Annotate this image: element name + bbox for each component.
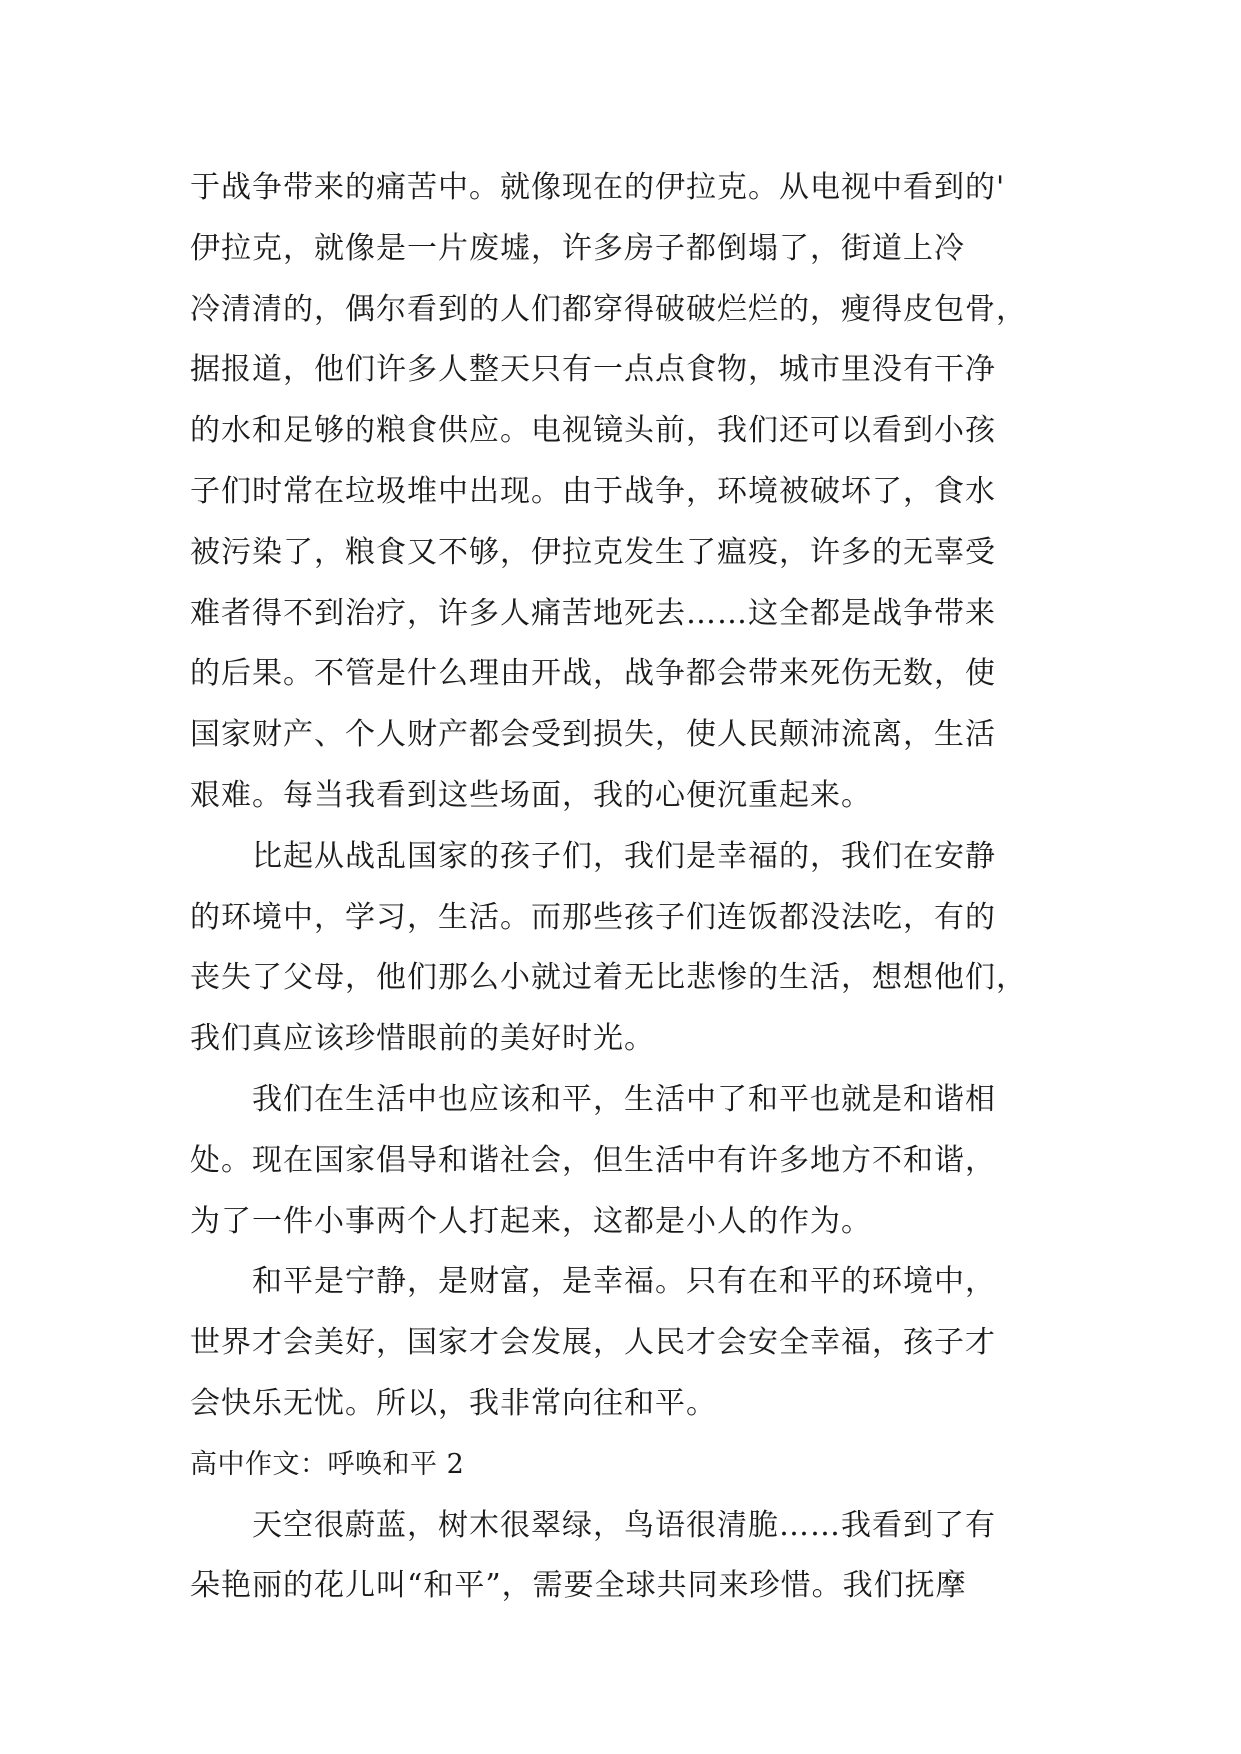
text-line: 冷清清的，偶尔看到的人们都穿得破破烂烂的，瘦得皮包骨， [190, 291, 1027, 327]
text-line: 伊拉克，就像是一片废墟，许多房子都倒塌了，街道上冷 [190, 230, 965, 266]
text-line: 被污染了，粮食又不够，伊拉克发生了瘟疫，许多的无辜受 [190, 534, 996, 570]
text-line: 的后果。不管是什么理由开战，战争都会带来死伤无数，使 [190, 656, 996, 692]
text-line: 天空很蔚蓝，树木很翠绿，鸟语很清脆……我看到了有 [190, 1507, 996, 1543]
text-line: 我们在生活中也应该和平，生活中了和平也就是和谐相 [190, 1081, 996, 1117]
paragraph-we-are-happy [190, 827, 1060, 1070]
text-line: 子们时常在垃圾堆中出现。由于战争，环境被破坏了，食水 [190, 473, 996, 509]
text-line: 艰难。每当我看到这些场面，我的心便沉重起来。 [190, 777, 872, 813]
text-line: 于战争带来的痛苦中。就像现在的伊拉克。从电视中看到的' [190, 170, 1006, 205]
text-line: 国家财产、个人财产都会受到损失，使人民颠沛流离，生活 [190, 717, 996, 753]
text-line: 处。现在国家倡导和谐社会，但生活中有许多地方不和谐， [190, 1142, 996, 1178]
text-line: 和平是宁静，是财富，是幸福。只有在和平的环境中， [190, 1264, 996, 1300]
text-line: 据报道，他们许多人整天只有一点点食物，城市里没有干净 [190, 352, 996, 388]
paragraph-war-consequences [190, 158, 1060, 827]
text-line: 会快乐无忧。所以，我非常向往和平。 [190, 1385, 717, 1421]
paragraph-peace-is-tranquility [190, 1252, 1060, 1434]
text-line: 难者得不到治疗，许多人痛苦地死去……这全都是战争带来 [190, 595, 996, 631]
section-heading [190, 1435, 1060, 1496]
text-line: 为了一件小事两个人打起来，这都是小人的作为。 [190, 1203, 872, 1239]
paragraph-harmony-in-life [190, 1070, 1060, 1252]
essay-title: 高中作文：呼唤和平 2 [190, 1448, 465, 1480]
document-body [190, 158, 1060, 1617]
text-line: 丧失了父母，他们那么小就过着无比悲惨的生活，想想他们， [190, 960, 1027, 996]
text-line: 我们真应该珍惜眼前的美好时光。 [190, 1021, 655, 1057]
text-line: 的环境中，学习，生活。而那些孩子们连饭都没法吃，有的 [190, 899, 996, 935]
text-line: 比起从战乱国家的孩子们，我们是幸福的，我们在安静 [190, 838, 996, 874]
paragraph-blue-sky [190, 1496, 1060, 1618]
text-line: 世界才会美好，国家才会发展，人民才会安全幸福，孩子才 [190, 1325, 996, 1361]
text-line: 朵艳丽的花儿叫“和平”，需要全球共同来珍惜。我们抚摩 [190, 1568, 967, 1604]
text-line: 的水和足够的粮食供应。电视镜头前，我们还可以看到小孩 [190, 413, 996, 449]
